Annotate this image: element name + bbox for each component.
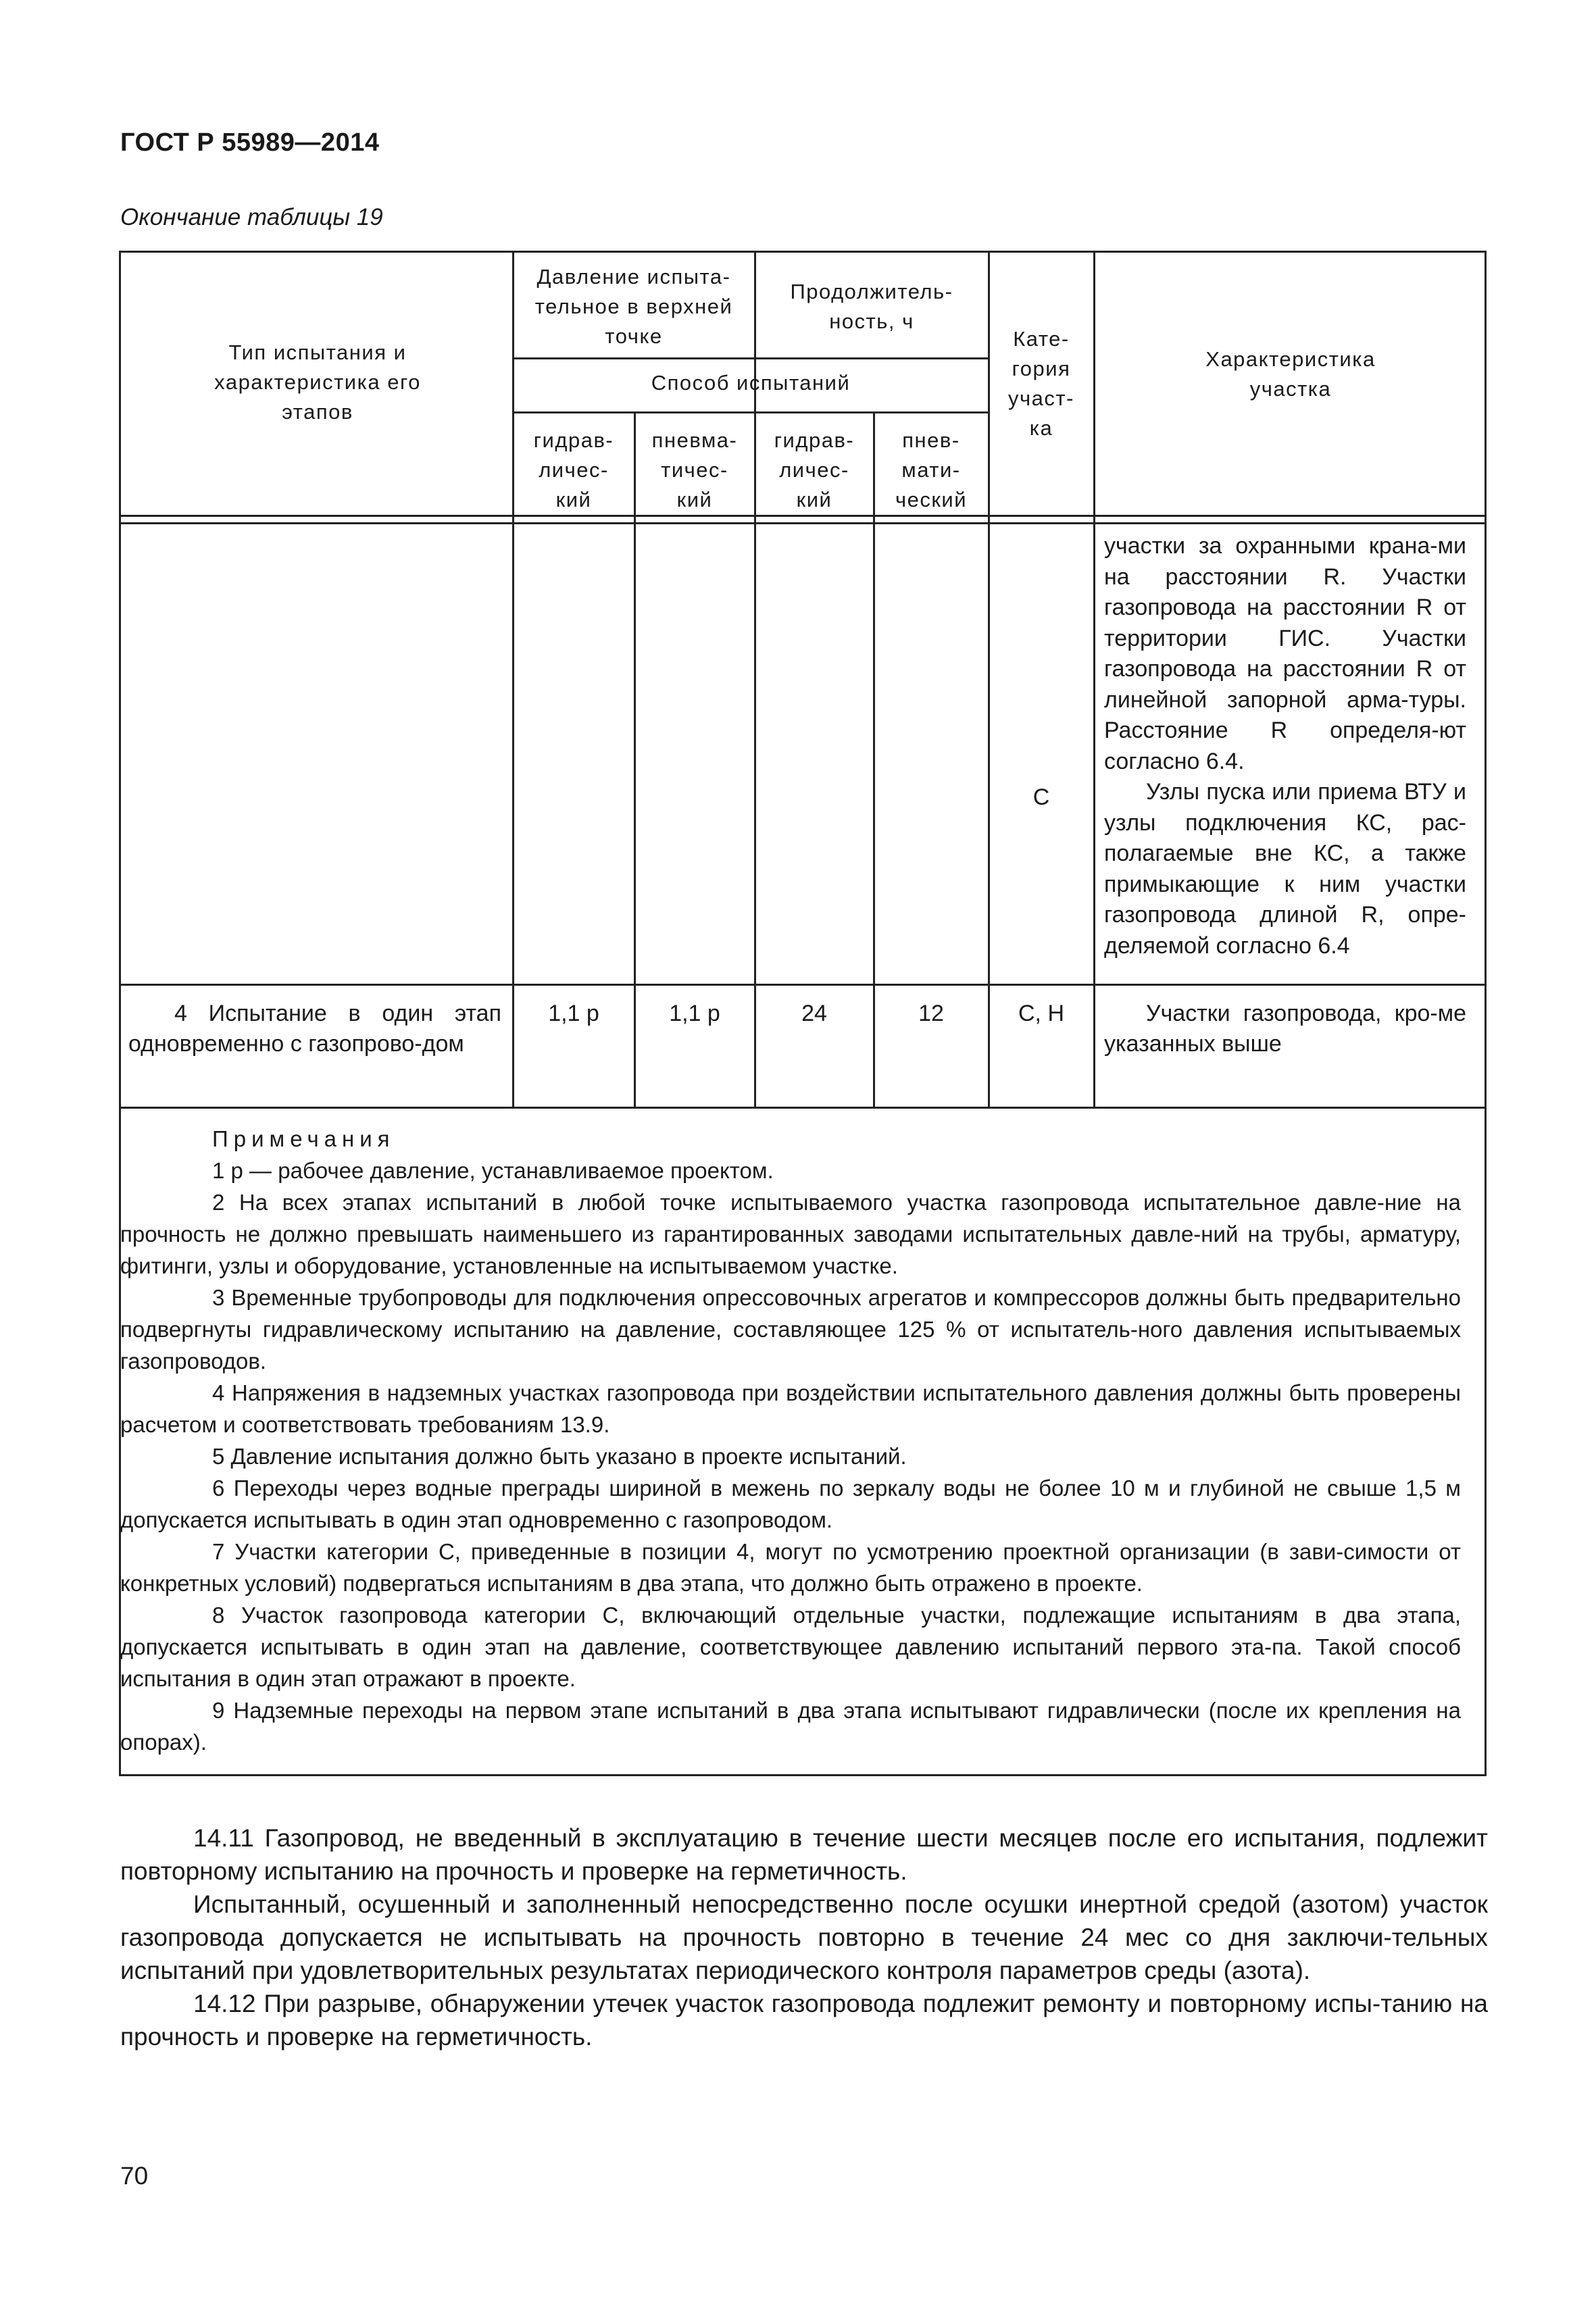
rule-between-rows xyxy=(119,984,1487,986)
row2-category: С, Н xyxy=(1018,1001,1064,1026)
rule-under-method xyxy=(512,411,989,413)
document-id: ГОСТ Р 55989—2014 xyxy=(120,128,380,157)
notes-title xyxy=(120,1123,1461,1155)
col-sep-6 xyxy=(1093,251,1095,1107)
row2-characteristic: Участки газопровода, кро-ме указанных выше xyxy=(1104,1001,1466,1057)
col-sep-4 xyxy=(873,411,875,1107)
rule-header-double-1 xyxy=(119,515,1487,517)
paragraph-14-11: 14.11 Газопровод, не введенный в эксплуатацию в течение шести месяцев после его испытания, подлежит повторному испытанию на прочность и проверке на герметичность. xyxy=(120,1824,1488,1885)
note-1: 1 p — рабочее давление, устанавливаемое проектом. xyxy=(212,1158,774,1183)
rule-header-double-2 xyxy=(119,522,1487,524)
row2-test-type: 4 Испытание в один этап одновременно с газопрово-дом xyxy=(128,1001,501,1057)
note-2: 2 На всех этапах испытаний в любой точке испытываемого участка газопровода испытательное давле-ние на прочность не должно превышать наименьшего из гарантированных заводами испытательных давле-ний на трубы, арматуру, фитинги, узлы и оборудование, установленные на испытываемом участке. xyxy=(120,1190,1461,1278)
subheader-pneumatic-duration: пнев- мати- ческий xyxy=(895,428,968,511)
row1-category: С xyxy=(1032,784,1050,810)
row2-duration-pneumatic: 12 xyxy=(918,1001,944,1026)
note-5: 5 Давление испытания должно быть указано в проекте испытаний. xyxy=(212,1444,907,1469)
header-duration: Продолжитель- ность, ч xyxy=(790,280,953,333)
paragraph-14-12: 14.12 При разрыве, обнаружении утечек участок газопровода подлежит ремонту и повторному испы-танию на прочность и проверке на герметичность. xyxy=(120,1990,1488,2051)
row1-characteristic xyxy=(1104,531,1466,961)
page-number: 70 xyxy=(120,2162,149,2190)
header-characteristic: Характеристика участка xyxy=(1205,347,1376,401)
paragraph-14-11-cont: Испытанный, осушенный и заполненный непосредственно после осушки инертной средой (азотом) участок газопровода допускается не испытывать на прочность повторно в течение 24 мес со дня заключи-тельных испытаний при удовлетворительных результатах периодического контроля параметров среды (азота). xyxy=(120,1890,1488,1984)
header-test-type: Тип испытания и характеристика его этапов xyxy=(214,341,421,424)
header-category: Кате- гория участ- ка xyxy=(1008,327,1074,440)
table-notes xyxy=(120,1123,1461,1758)
rule-above-notes xyxy=(119,1107,1487,1109)
col-sep-5 xyxy=(988,251,990,1107)
row2-pressure-hydraulic: 1,1 p xyxy=(548,1001,599,1026)
subheader-hydraulic-duration: гидрав- личес- кий xyxy=(774,428,855,511)
notes-title-text: Примечания xyxy=(212,1126,395,1151)
table-caption: Окончание таблицы 19 xyxy=(120,204,383,230)
rule-under-group-headers xyxy=(512,357,989,359)
row1-characteristic-part1: участки за охранными крана-ми на расстоянии R. Участки газопровода на расстоянии R от территории ГИС. Участки газопровода на расстоянии R от линейной запорной арма-туры. Расстояние R определя-ют согласно 6.4. xyxy=(1104,533,1466,774)
header-test-method: Способ испытаний xyxy=(651,371,851,395)
subheader-pneumatic-pressure: пневма- тичес- кий xyxy=(651,428,738,511)
col-sep-1 xyxy=(512,251,514,1107)
row2-duration-hydraulic: 24 xyxy=(801,1001,827,1026)
row1-characteristic-part2: Узлы пуска или приема ВТУ и узлы подключения КС, рас-полагаемые вне КС, а также примыкающие к ним участки газопровода длиной R, опре-деляемой согласно 6.4 xyxy=(1104,779,1466,959)
note-7: 7 Участки категории С, приведенные в позиции 4, могут по усмотрению проектной организации (в зави-симости от конкретных условий) подвергаться испытаниям в два этапа, что должно быть отражено в проекте. xyxy=(120,1539,1461,1596)
note-6: 6 Переходы через водные преграды шириной в межень по зеркалу воды не более 10 м и глубиной не свыше 1,5 м допускается испытывать в один этап одновременно с газопроводом. xyxy=(120,1476,1461,1532)
note-4: 4 Напряжения в надземных участках газопровода при воздействии испытательного давления должны быть проверены расчетом и соответствовать требованиям 13.9. xyxy=(120,1380,1461,1437)
note-9: 9 Надземные переходы на первом этапе испытаний в два этапа испытывают гидравлически (после их крепления на опорах). xyxy=(120,1698,1461,1755)
note-8: 8 Участок газопровода категории С, включающий отдельные участки, подлежащие испытаниям в два этапа, допускается испытывать в один этап на давление, соответствующее давлению испытаний первого эта-па. Такой способ испытания в один этап отражают в проекте. xyxy=(120,1603,1461,1691)
body-text xyxy=(120,1821,1488,2053)
row2-pressure-pneumatic: 1,1 p xyxy=(669,1001,720,1026)
subheader-hydraulic-pressure: гидрав- личес- кий xyxy=(533,428,614,511)
note-3: 3 Временные трубопроводы для подключения опрессовочных агрегатов и компрессоров должны быть предварительно подвергнуты гидравлическому испытанию на давление, составляющее 125 % от испытатель-ного давления испытываемых газопроводов. xyxy=(120,1285,1461,1374)
col-sep-2 xyxy=(634,411,636,1107)
header-pressure: Давление испыта- тельное в верхней точке xyxy=(534,265,733,348)
